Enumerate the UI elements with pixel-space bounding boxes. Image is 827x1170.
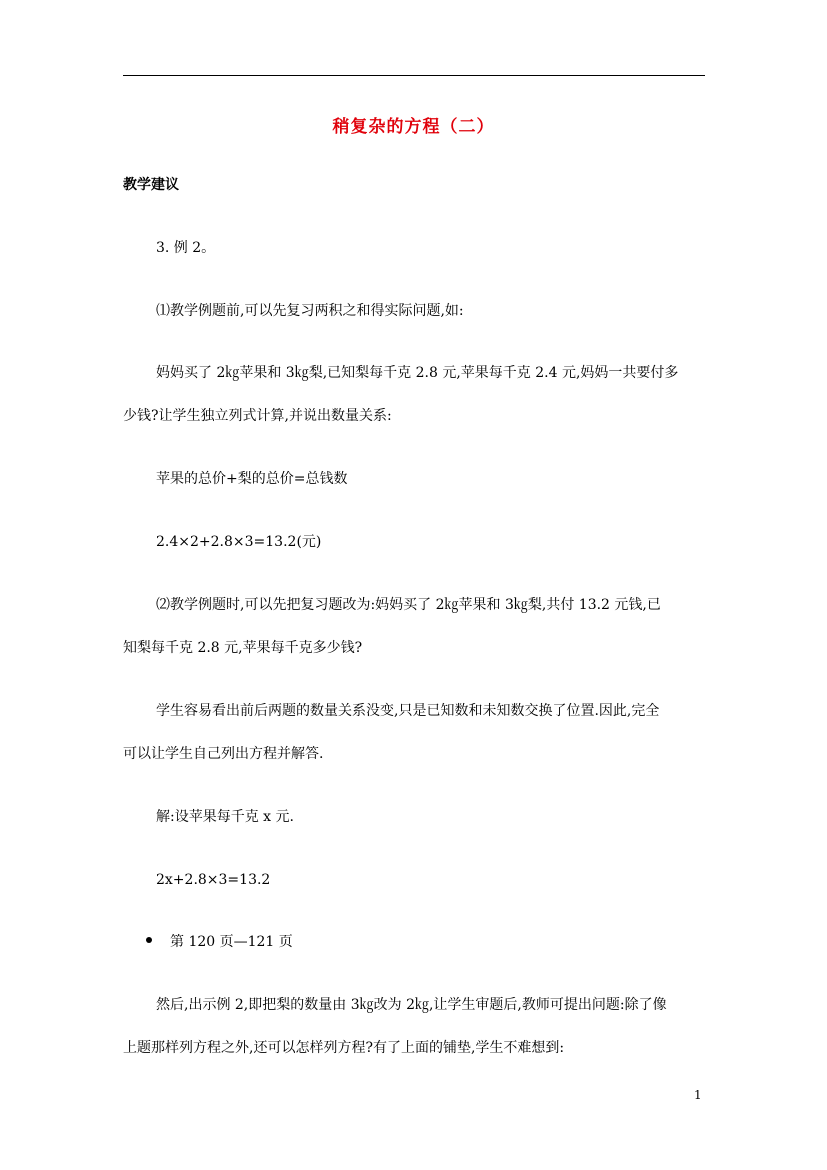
paragraph-example2-line2: 上题那样列方程之外,还可以怎样列方程?有了上面的铺垫,学生不难想到: <box>123 1040 565 1056</box>
section-heading: 教学建议 <box>123 177 179 193</box>
paragraph-calculation: 2.4×2+2.8×3=13.2(元) <box>156 534 322 550</box>
paragraph-problem-line1: 妈妈买了 2㎏苹果和 3㎏梨,已知梨每千克 2.8 元,苹果每千克 2.4 元,妈妈一共要付多 <box>156 365 679 381</box>
paragraph-relation: 苹果的总价+梨的总价=总钱数 <box>156 471 348 487</box>
paragraph-rewrite-line1: ⑵教学例题时,可以先把复习题改为:妈妈买了 2㎏苹果和 3㎏梨,共付 13.2 元钱,已 <box>156 597 661 613</box>
paragraph-problem-line2: 少钱?让学生独立列式计算,并说出数量关系: <box>123 408 392 424</box>
paragraph-review-intro: ⑴教学例题前,可以先复习两积之和得实际问题,如: <box>156 303 464 319</box>
page-number: 1 <box>694 1088 702 1102</box>
paragraph-solution: 解:设苹果每千克 x 元. <box>156 809 294 825</box>
bullet-dot-icon <box>146 937 152 943</box>
paragraph-observation-line2: 可以让学生自己列出方程并解答. <box>123 746 324 762</box>
paragraph-example-number: 3. 例 2。 <box>156 240 216 256</box>
paragraph-equation: 2x+2.8×3=13.2 <box>156 872 271 888</box>
header-rule <box>123 75 705 76</box>
paragraph-rewrite-line2: 知梨每千克 2.8 元,苹果每千克多少钱? <box>123 640 363 656</box>
paragraph-observation-line1: 学生容易看出前后两题的数量关系没变,只是已知数和未知数交换了位置.因此,完全 <box>156 703 660 719</box>
bullet-text: 第 120 页—121 页 <box>170 934 293 950</box>
document-title: 稍复杂的方程（二） <box>332 117 495 137</box>
paragraph-example2-line1: 然后,出示例 2,即把梨的数量由 3㎏改为 2㎏,让学生审题后,教师可提出问题:除了像 <box>156 997 667 1013</box>
bullet-item <box>146 932 293 952</box>
